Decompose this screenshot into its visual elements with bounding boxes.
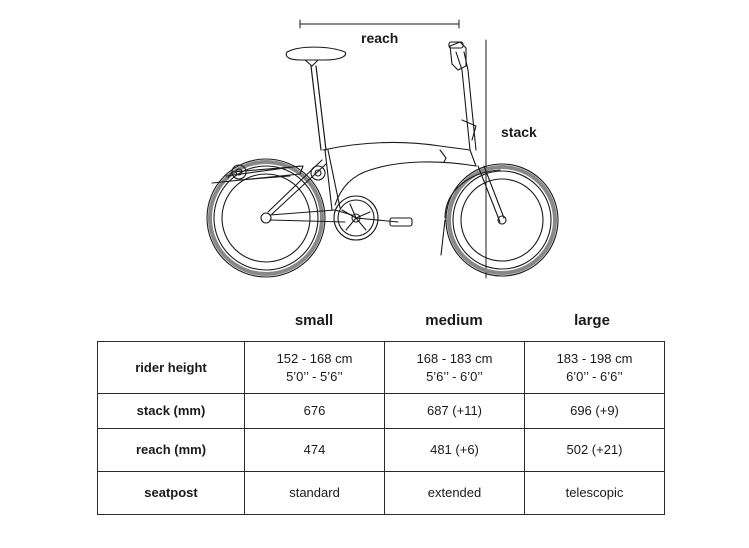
cell-line: 5’6’’ - 6’0’’	[426, 368, 483, 384]
size-spec-table	[97, 341, 665, 515]
reach-label: reach	[361, 30, 399, 46]
chainstay	[270, 210, 352, 222]
rear-wheel	[207, 159, 325, 277]
row-label-reach: reach (mm)	[98, 429, 245, 472]
table-cell	[245, 342, 385, 394]
table-row	[98, 342, 665, 394]
row-label-seatpost: seatpost	[98, 472, 245, 515]
table-cell: extended	[385, 472, 525, 515]
table-cell: 687 (+11)	[385, 394, 525, 429]
size-header-medium: medium	[425, 312, 483, 329]
table-cell: 474	[245, 429, 385, 472]
cell-line: 6’0’’ - 6’6’’	[566, 368, 623, 384]
front-wheel	[446, 164, 558, 276]
seatpost	[311, 66, 321, 150]
cell-line: 168 - 183 cm	[416, 350, 493, 366]
crank-arm	[356, 218, 398, 222]
size-header-large: large	[574, 312, 610, 329]
table-cell: telescopic	[525, 472, 665, 515]
table-cell: standard	[245, 472, 385, 515]
table-cell: 676	[245, 394, 385, 429]
table-cell: 502 (+21)	[525, 429, 665, 472]
fork	[478, 166, 504, 222]
table-row	[98, 472, 665, 515]
stack-label: stack	[501, 124, 537, 140]
table-cell: 481 (+6)	[385, 429, 525, 472]
table-cell	[525, 342, 665, 394]
row-label-stack: stack (mm)	[98, 394, 245, 429]
table-cell	[385, 342, 525, 394]
table-row	[98, 394, 665, 429]
cell-line: 183 - 198 cm	[556, 350, 633, 366]
table-row	[98, 429, 665, 472]
size-header-small: small	[294, 312, 334, 329]
cell-line: 152 - 168 cm	[276, 350, 353, 366]
saddle	[286, 47, 345, 60]
front-fender	[445, 170, 500, 218]
row-label-rider-height: rider height	[98, 342, 245, 394]
handlebar	[450, 42, 466, 70]
table-cell: 696 (+9)	[525, 394, 665, 429]
cell-line: 5’0’’ - 5’6’’	[286, 368, 343, 384]
